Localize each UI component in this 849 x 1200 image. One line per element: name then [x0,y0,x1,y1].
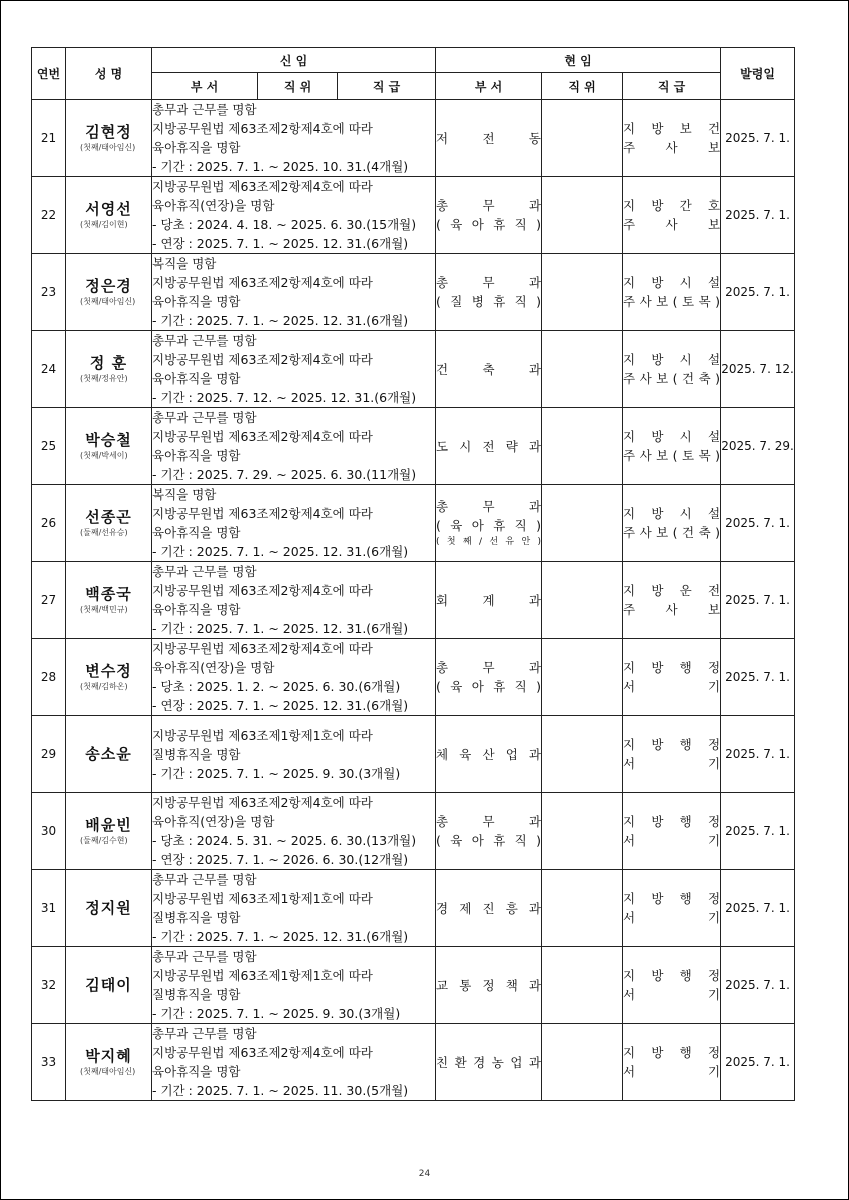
grade-line: 주 사 보 [623,140,721,155]
header-new-group: 신 임 [152,48,436,73]
desc-line: 육아휴직을 명함 [152,525,241,540]
table-row [32,1024,795,1101]
row-number: 32 [32,947,66,1024]
desc-line: 질병휴직을 명함 [152,746,241,762]
table-row [32,485,795,562]
employee-name-cell [66,716,152,793]
current-grade-cell [623,870,721,947]
grade-line: 지 방 간 호 [623,198,721,213]
employee-name-cell [66,562,152,639]
desc-line: 총무과 근무를 명함 [152,333,257,348]
child-note: (둘째/김수현) [80,836,128,845]
desc-line: 육아휴직을 명함 [152,371,241,386]
grade-line: 주 사 보 ( 건 축 ) [623,525,721,540]
employee-name: 변수정 [85,662,132,680]
header-date: 발령일 [721,48,795,100]
desc-line: 복직을 명함 [152,256,217,271]
employee-name: 박승철 [85,431,132,449]
new-assignment-cell [152,639,436,716]
grade-line: 지 방 시 설 [623,352,721,367]
grade-line: 지 방 운 전 [623,583,721,598]
table-row [32,716,795,793]
grade-line: 서 기 [623,833,721,848]
current-position-cell [542,100,623,177]
employee-name: 송소윤 [85,744,132,763]
table-row [32,177,795,254]
desc-line: 지방공무원법 제63조제2항제4호에 따라 [152,506,373,521]
current-position-cell [542,947,623,1024]
row-number: 26 [32,485,66,562]
dept-line: 체 육 산 업 과 [436,746,542,762]
dept-line: ( 육 아 휴 직 ) [436,833,542,848]
desc-line: - 연장 : 2025. 7. 1. ~ 2026. 6. 30.(12개월) [152,852,409,867]
desc-line: - 당초 : 2024. 5. 31. ~ 2025. 6. 30.(13개월) [152,833,417,848]
grade-line: 주 사 보 ( 토 목 ) [623,294,721,309]
desc-line: - 기간 : 2025. 7. 1. ~ 2025. 12. 31.(6개월) [152,313,409,328]
current-position-cell [542,1024,623,1101]
dept-line: 총 무 과 [436,660,542,675]
row-number: 27 [32,562,66,639]
new-assignment-cell [152,254,436,331]
current-position-cell [542,177,623,254]
page-number: 24 [418,1169,431,1179]
table-row [32,947,795,1024]
grade-line: 주 사 보 ( 토 목 ) [623,448,721,463]
grade-line: 서 기 [623,679,721,694]
desc-line: - 당초 : 2025. 1. 2. ~ 2025. 6. 30.(6개월) [152,679,401,694]
desc-line: 지방공무원법 제63조제2항제4호에 따라 [152,1045,373,1060]
current-dept-cell [436,716,542,793]
dept-line: 교 통 정 책 과 [436,977,542,993]
grade-line: 서 기 [623,756,721,771]
desc-line: 질병휴직을 명함 [152,987,241,1002]
row-number: 21 [32,100,66,177]
grade-line: 지 방 행 정 [623,1045,721,1060]
desc-line: 육아휴직을 명함 [152,1064,241,1079]
current-dept-cell [436,485,542,562]
new-assignment-cell [152,870,436,947]
header-current-dept: 부 서 [436,73,542,100]
desc-line: 육아휴직(연장)을 명함 [152,660,275,675]
desc-line: 지방공무원법 제63조제1항제1호에 따라 [152,891,373,906]
employee-name-cell [66,870,152,947]
child-note: (첫째/태아임신) [80,297,136,306]
current-grade-cell [623,254,721,331]
table-row [32,870,795,947]
desc-line: 지방공무원법 제63조제2항제4호에 따라 [152,583,373,598]
table-row [32,793,795,870]
appointment-date: 2025. 7. 1. [721,947,795,1024]
employee-name: 정은경 [85,277,132,295]
current-dept-cell [436,408,542,485]
employee-name: 배윤빈 [85,816,132,834]
new-assignment-cell [152,100,436,177]
dept-line: ( 육 아 휴 직 ) [436,518,542,533]
desc-line: 지방공무원법 제63조제2항제4호에 따라 [152,179,373,194]
employee-name-cell [66,408,152,485]
employee-name: 정 훈 [89,354,128,372]
grade-line: 지 방 시 설 [623,429,721,444]
grade-line: 지 방 행 정 [623,737,721,752]
header-name: 성 명 [66,48,152,100]
current-position-cell [542,485,623,562]
header-no: 연번 [32,48,66,100]
new-assignment-cell [152,177,436,254]
current-grade-cell [623,408,721,485]
current-grade-cell [623,177,721,254]
dept-line: 도 시 전 략 과 [436,438,542,454]
appointment-date: 2025. 7. 1. [721,485,795,562]
appointment-date: 2025. 7. 1. [721,716,795,793]
new-assignment-cell [152,793,436,870]
grade-line: 지 방 행 정 [623,814,721,829]
desc-line: - 기간 : 2025. 7. 29. ~ 2025. 6. 30.(11개월) [152,467,417,482]
desc-line: 총무과 근무를 명함 [152,872,257,887]
appointment-date: 2025. 7. 1. [721,254,795,331]
current-grade-cell [623,639,721,716]
desc-line: 총무과 근무를 명함 [152,102,257,117]
employee-name-cell [66,1024,152,1101]
desc-line: 지방공무원법 제63조제2항제4호에 따라 [152,641,373,656]
row-number: 25 [32,408,66,485]
current-position-cell [542,716,623,793]
current-position-cell [542,562,623,639]
child-note: (첫째/백민규) [80,605,128,614]
current-dept-cell [436,562,542,639]
employee-name: 김현정 [85,123,132,141]
table-row [32,254,795,331]
desc-line: 지방공무원법 제63조제2항제4호에 따라 [152,352,373,367]
employee-name-cell [66,639,152,716]
dept-line: 총 무 과 [436,275,542,290]
current-position-cell [542,639,623,716]
dept-line: 회 계 과 [436,592,542,608]
appointment-date: 2025. 7. 1. [721,1024,795,1101]
current-position-cell [542,793,623,870]
appointment-date: 2025. 7. 1. [721,562,795,639]
grade-line: 서 기 [623,1064,721,1079]
new-assignment-cell [152,716,436,793]
desc-line: - 기간 : 2025. 7. 1. ~ 2025. 10. 31.(4개월) [152,159,409,174]
current-grade-cell [623,716,721,793]
personnel-table [31,47,795,1101]
employee-name-cell [66,177,152,254]
new-assignment-cell [152,485,436,562]
desc-line: 육아휴직을 명함 [152,294,241,309]
current-dept-cell [436,947,542,1024]
employee-name: 김태이 [85,975,132,994]
desc-line: - 기간 : 2025. 7. 1. ~ 2025. 12. 31.(6개월) [152,929,409,944]
desc-line: - 기간 : 2025. 7. 1. ~ 2025. 12. 31.(6개월) [152,621,409,636]
dept-note: ( 첫 째 / 선 유 안 ) [436,537,542,547]
desc-line: 총무과 근무를 명함 [152,564,257,579]
grade-line: 주 사 보 [623,602,721,617]
desc-line: - 기간 : 2025. 7. 12. ~ 2025. 12. 31.(6개월) [152,390,417,405]
employee-name-cell [66,254,152,331]
grade-line: 지 방 행 정 [623,660,721,675]
desc-line: 육아휴직(연장)을 명함 [152,198,275,213]
dept-line: 친 환 경 농 업 과 [436,1054,542,1070]
employee-name: 박지혜 [85,1047,132,1065]
appointment-date: 2025. 7. 1. [721,639,795,716]
row-number: 29 [32,716,66,793]
desc-line: - 연장 : 2025. 7. 1. ~ 2025. 12. 31.(6개월) [152,236,409,251]
grade-line: 지 방 보 건 [623,121,721,136]
table-row [32,639,795,716]
current-dept-cell [436,793,542,870]
employee-name: 선종곤 [85,508,132,526]
child-note: (첫째/박세이) [80,451,128,460]
current-dept-cell [436,177,542,254]
dept-line: 경 제 진 흥 과 [436,900,542,916]
desc-line: 지방공무원법 제63조제1항제1호에 따라 [152,968,373,983]
current-grade-cell [623,793,721,870]
current-dept-cell [436,870,542,947]
table-row [32,100,795,177]
dept-line: 총 무 과 [436,198,542,213]
dept-line: 저 전 동 [436,130,542,146]
desc-line: - 기간 : 2025. 7. 1. ~ 2025. 9. 30.(3개월) [152,765,401,781]
current-position-cell [542,870,623,947]
appointment-date: 2025. 7. 1. [721,870,795,947]
desc-line: 총무과 근무를 명함 [152,1026,257,1041]
desc-line: 지방공무원법 제63조제1항제1호에 따라 [152,727,373,743]
employee-name-cell [66,331,152,408]
desc-line: 육아휴직을 명함 [152,602,241,617]
new-assignment-cell [152,947,436,1024]
row-number: 33 [32,1024,66,1101]
new-assignment-cell [152,331,436,408]
desc-line: 복직을 명함 [152,487,217,502]
desc-line: 육아휴직을 명함 [152,140,241,155]
new-assignment-cell [152,408,436,485]
dept-line: 총 무 과 [436,814,542,829]
desc-line: 총무과 근무를 명함 [152,410,257,425]
employee-name-cell [66,793,152,870]
current-grade-cell [623,562,721,639]
header-new-dept: 부 서 [152,73,258,100]
header-current-grade: 직 급 [623,73,721,100]
current-position-cell [542,331,623,408]
row-number: 30 [32,793,66,870]
header-new-position: 직 위 [258,73,338,100]
row-number: 28 [32,639,66,716]
child-note: (첫째/김이현) [80,220,128,229]
desc-line: - 기간 : 2025. 7. 1. ~ 2025. 11. 30.(5개월) [152,1083,409,1098]
grade-line: 주 사 보 ( 건 축 ) [623,371,721,386]
child-note: (첫째/김하온) [80,682,128,691]
desc-line: 육아휴직(연장)을 명함 [152,814,275,829]
current-grade-cell [623,485,721,562]
desc-line: 질병휴직을 명함 [152,910,241,925]
current-dept-cell [436,639,542,716]
employee-name: 서영선 [85,200,132,218]
appointment-date: 2025. 7. 1. [721,177,795,254]
current-dept-cell [436,254,542,331]
desc-line: 지방공무원법 제63조제2항제4호에 따라 [152,429,373,444]
header-current-position: 직 위 [542,73,623,100]
row-number: 24 [32,331,66,408]
dept-line: ( 질 병 휴 직 ) [436,294,542,309]
current-grade-cell [623,100,721,177]
table-row [32,331,795,408]
child-note: (둘째/선유승) [80,528,128,537]
row-number: 31 [32,870,66,947]
employee-name: 백종국 [85,585,132,603]
table-body [32,100,795,1101]
dept-line: ( 육 아 휴 직 ) [436,217,542,232]
desc-line: 지방공무원법 제63조제2항제4호에 따라 [152,795,373,810]
header-current-group: 현 임 [436,48,721,73]
current-grade-cell [623,331,721,408]
grade-line: 지 방 행 정 [623,968,721,983]
current-dept-cell [436,331,542,408]
employee-name-cell [66,485,152,562]
appointment-date: 2025. 7. 1. [721,100,795,177]
current-position-cell [542,408,623,485]
desc-line: 지방공무원법 제63조제2항제4호에 따라 [152,121,373,136]
desc-line: 육아휴직을 명함 [152,448,241,463]
grade-line: 주 사 보 [623,217,721,232]
child-note: (첫째/정유안) [80,374,128,383]
grade-line: 지 방 행 정 [623,891,721,906]
current-dept-cell [436,100,542,177]
desc-line: - 연장 : 2025. 7. 1. ~ 2025. 12. 31.(6개월) [152,698,409,713]
appointment-date: 2025. 7. 29. [721,408,795,485]
current-grade-cell [623,947,721,1024]
appointment-date: 2025. 7. 1. [721,793,795,870]
child-note: (첫째/태아임신) [80,143,136,152]
current-dept-cell [436,1024,542,1101]
new-assignment-cell [152,1024,436,1101]
desc-line: - 당초 : 2024. 4. 18. ~ 2025. 6. 30.(15개월) [152,217,417,232]
child-note: (첫째/태아임신) [80,1067,136,1076]
dept-line: 총 무 과 [436,499,542,514]
current-grade-cell [623,1024,721,1101]
employee-name: 정지원 [85,898,132,917]
desc-line: 총무과 근무를 명함 [152,949,257,964]
appointment-date: 2025. 7. 12. [721,331,795,408]
row-number: 23 [32,254,66,331]
table-row [32,562,795,639]
dept-line: 건 축 과 [436,361,542,377]
desc-line: 지방공무원법 제63조제2항제4호에 따라 [152,275,373,290]
desc-line: - 기간 : 2025. 7. 1. ~ 2025. 12. 31.(6개월) [152,544,409,559]
employee-name-cell [66,947,152,1024]
grade-line: 지 방 시 설 [623,506,721,521]
dept-line: ( 육 아 휴 직 ) [436,679,542,694]
row-number: 22 [32,177,66,254]
grade-line: 서 기 [623,910,721,925]
grade-line: 지 방 시 설 [623,275,721,290]
employee-name-cell [66,100,152,177]
header-new-grade: 직 급 [338,73,436,100]
new-assignment-cell [152,562,436,639]
desc-line: - 기간 : 2025. 7. 1. ~ 2025. 9. 30.(3개월) [152,1006,401,1021]
current-position-cell [542,254,623,331]
grade-line: 서 기 [623,987,721,1002]
table-row [32,408,795,485]
